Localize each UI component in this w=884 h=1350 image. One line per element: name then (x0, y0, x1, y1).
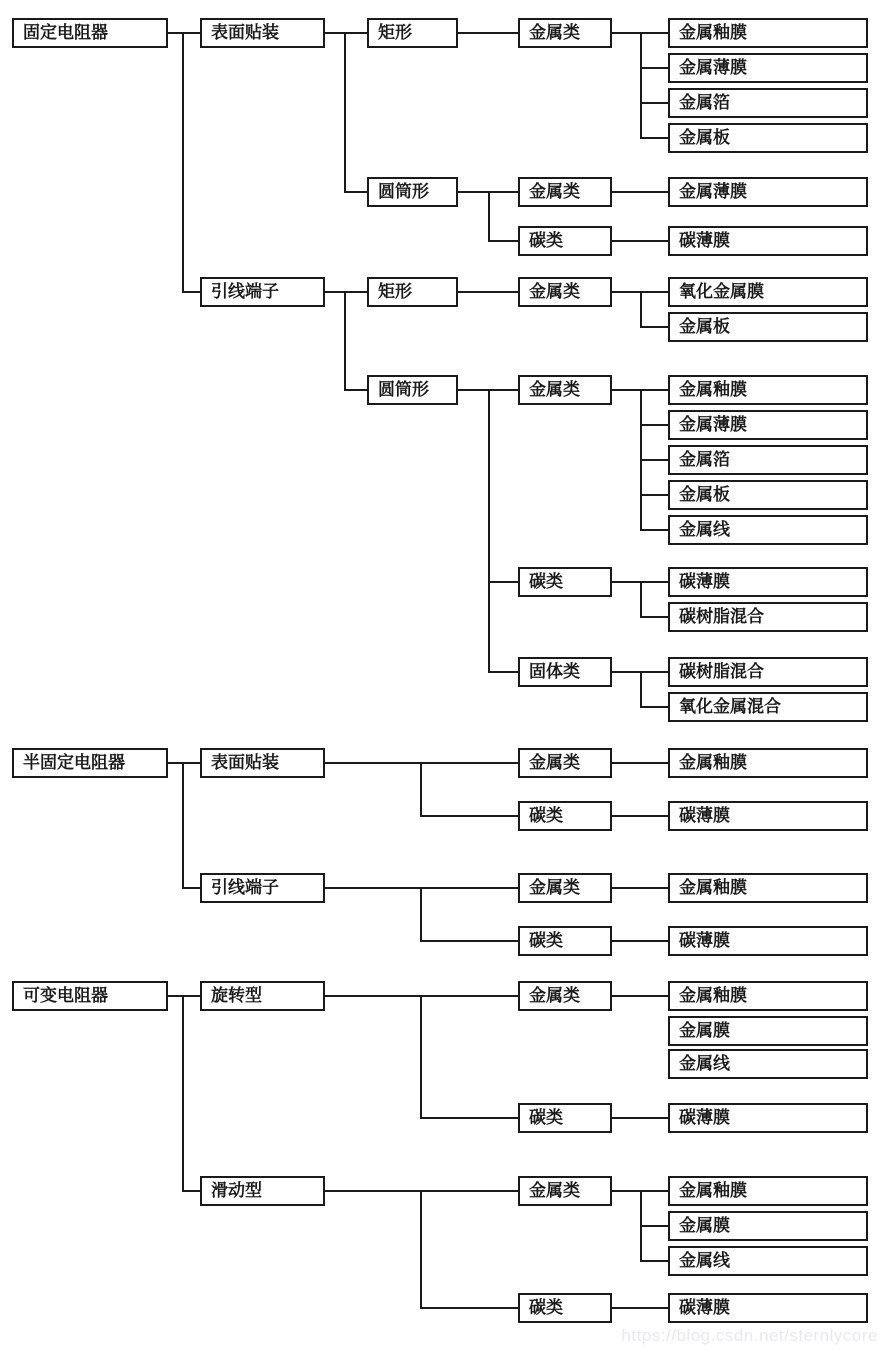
tree-node-c12: 碳类 (518, 1103, 612, 1133)
tree-node-b12: 碳类 (518, 801, 612, 831)
connector-line-horizontal (345, 191, 367, 193)
tree-node-a12: 圆筒形 (367, 177, 458, 207)
connector-line-horizontal (641, 1260, 668, 1262)
tree-node-a11: 矩形 (367, 18, 458, 48)
tree-node-a221: 金属类 (518, 375, 612, 405)
connector-line-horizontal (612, 995, 668, 997)
tree-node-c212: 金属膜 (668, 1211, 868, 1241)
connector-line-horizontal (612, 762, 668, 764)
connector-line-horizontal (641, 326, 668, 328)
connector-line-vertical (640, 671, 642, 708)
connector-line-vertical (420, 762, 422, 817)
connector-line-horizontal (421, 940, 518, 942)
connector-line-horizontal (641, 459, 668, 461)
connector-line-vertical (488, 191, 490, 242)
tree-node-a223: 固体类 (518, 657, 612, 687)
connector-line-horizontal (168, 995, 200, 997)
tree-node-c112: 金属膜 (668, 1016, 868, 1046)
connector-line-horizontal (458, 32, 518, 34)
tree-node-c121: 碳薄膜 (668, 1103, 868, 1133)
connector-line-vertical (640, 32, 642, 139)
tree-node-b21: 金属类 (518, 873, 612, 903)
connector-line-vertical (420, 995, 422, 1119)
tree-node-a2: 引线端子 (200, 277, 325, 307)
connector-line-horizontal (168, 32, 200, 34)
tree-node-c113: 金属线 (668, 1049, 868, 1079)
tree-node-b221: 碳薄膜 (668, 926, 868, 956)
tree-node-a2221: 碳薄膜 (668, 567, 868, 597)
tree-node-c: 可变电阻器 (12, 981, 168, 1011)
connector-line-horizontal (421, 1307, 518, 1309)
tree-node-a1211: 金属薄膜 (668, 177, 868, 207)
tree-node-a22: 圆筒形 (367, 375, 458, 405)
connector-line-vertical (640, 581, 642, 618)
connector-line-horizontal (641, 67, 668, 69)
tree-node-a2112: 金属板 (668, 312, 868, 342)
connector-line-vertical (182, 762, 184, 889)
connector-line-horizontal (641, 706, 668, 708)
connector-line-horizontal (345, 389, 367, 391)
tree-node-a2231: 碳树脂混合 (668, 657, 868, 687)
tree-node-a211: 金属类 (518, 277, 612, 307)
connector-line-horizontal (458, 291, 518, 293)
connector-line-vertical (640, 1190, 642, 1262)
tree-node-b111: 金属釉膜 (668, 748, 868, 778)
connector-line-horizontal (612, 1117, 668, 1119)
tree-node-a: 固定电阻器 (12, 18, 168, 48)
connector-line-horizontal (489, 240, 518, 242)
connector-line-vertical (488, 389, 490, 673)
connector-line-horizontal (641, 102, 668, 104)
tree-node-b11: 金属类 (518, 748, 612, 778)
tree-node-a1221: 碳薄膜 (668, 226, 868, 256)
connector-line-vertical (182, 995, 184, 1192)
tree-node-c21: 金属类 (518, 1176, 612, 1206)
tree-node-c22: 碳类 (518, 1293, 612, 1323)
connector-line-horizontal (641, 424, 668, 426)
connector-line-vertical (420, 887, 422, 942)
tree-node-a122: 碳类 (518, 226, 612, 256)
tree-node-b121: 碳薄膜 (668, 801, 868, 831)
tree-node-a222: 碳类 (518, 567, 612, 597)
tree-node-a2111: 氧化金属膜 (668, 277, 868, 307)
tree-node-a2211: 金属釉膜 (668, 375, 868, 405)
tree-node-a21: 矩形 (367, 277, 458, 307)
tree-node-a121: 金属类 (518, 177, 612, 207)
connector-line-vertical (344, 32, 346, 193)
connector-line-horizontal (421, 815, 518, 817)
tree-node-c111: 金属釉膜 (668, 981, 868, 1011)
tree-node-c11: 金属类 (518, 981, 612, 1011)
connector-line-horizontal (183, 291, 200, 293)
tree-node-c213: 金属线 (668, 1246, 868, 1276)
connector-line-horizontal (325, 32, 367, 34)
tree-node-a2232: 氧化金属混合 (668, 692, 868, 722)
tree-node-c1: 旋转型 (200, 981, 325, 1011)
connector-line-horizontal (612, 940, 668, 942)
connector-line-horizontal (183, 887, 200, 889)
connector-line-horizontal (641, 616, 668, 618)
connector-line-horizontal (421, 1117, 518, 1119)
tree-node-a2214: 金属板 (668, 480, 868, 510)
connector-line-horizontal (612, 1307, 668, 1309)
tree-node-b: 半固定电阻器 (12, 748, 168, 778)
connector-line-horizontal (183, 1190, 200, 1192)
connector-line-horizontal (612, 191, 668, 193)
tree-node-a2222: 碳树脂混合 (668, 602, 868, 632)
connector-line-horizontal (489, 581, 518, 583)
connector-line-horizontal (168, 762, 200, 764)
tree-node-a1111: 金属釉膜 (668, 18, 868, 48)
tree-node-b2: 引线端子 (200, 873, 325, 903)
tree-node-b22: 碳类 (518, 926, 612, 956)
tree-node-a1114: 金属板 (668, 123, 868, 153)
tree-node-a111: 金属类 (518, 18, 612, 48)
tree-node-b1: 表面贴装 (200, 748, 325, 778)
connector-line-vertical (344, 291, 346, 391)
connector-line-horizontal (612, 887, 668, 889)
connector-line-horizontal (612, 815, 668, 817)
tree-node-a2215: 金属线 (668, 515, 868, 545)
connector-line-horizontal (612, 240, 668, 242)
connector-line-vertical (420, 1190, 422, 1309)
tree-node-c221: 碳薄膜 (668, 1293, 868, 1323)
connector-line-horizontal (641, 494, 668, 496)
tree-node-a2213: 金属箔 (668, 445, 868, 475)
connector-line-horizontal (489, 671, 518, 673)
tree-node-c211: 金属釉膜 (668, 1176, 868, 1206)
tree-node-c2: 滑动型 (200, 1176, 325, 1206)
connector-line-vertical (640, 291, 642, 328)
tree-node-a1112: 金属薄膜 (668, 53, 868, 83)
connector-line-horizontal (325, 291, 367, 293)
connector-line-vertical (182, 32, 184, 293)
tree-node-b211: 金属釉膜 (668, 873, 868, 903)
connector-line-horizontal (641, 137, 668, 139)
tree-node-a1: 表面贴装 (200, 18, 325, 48)
watermark-url-text: https://blog.csdn.net/sternlycore (621, 1326, 878, 1345)
connector-line-vertical (640, 389, 642, 531)
connector-line-horizontal (641, 1225, 668, 1227)
tree-node-a1113: 金属箔 (668, 88, 868, 118)
connector-line-horizontal (641, 529, 668, 531)
tree-node-a2212: 金属薄膜 (668, 410, 868, 440)
